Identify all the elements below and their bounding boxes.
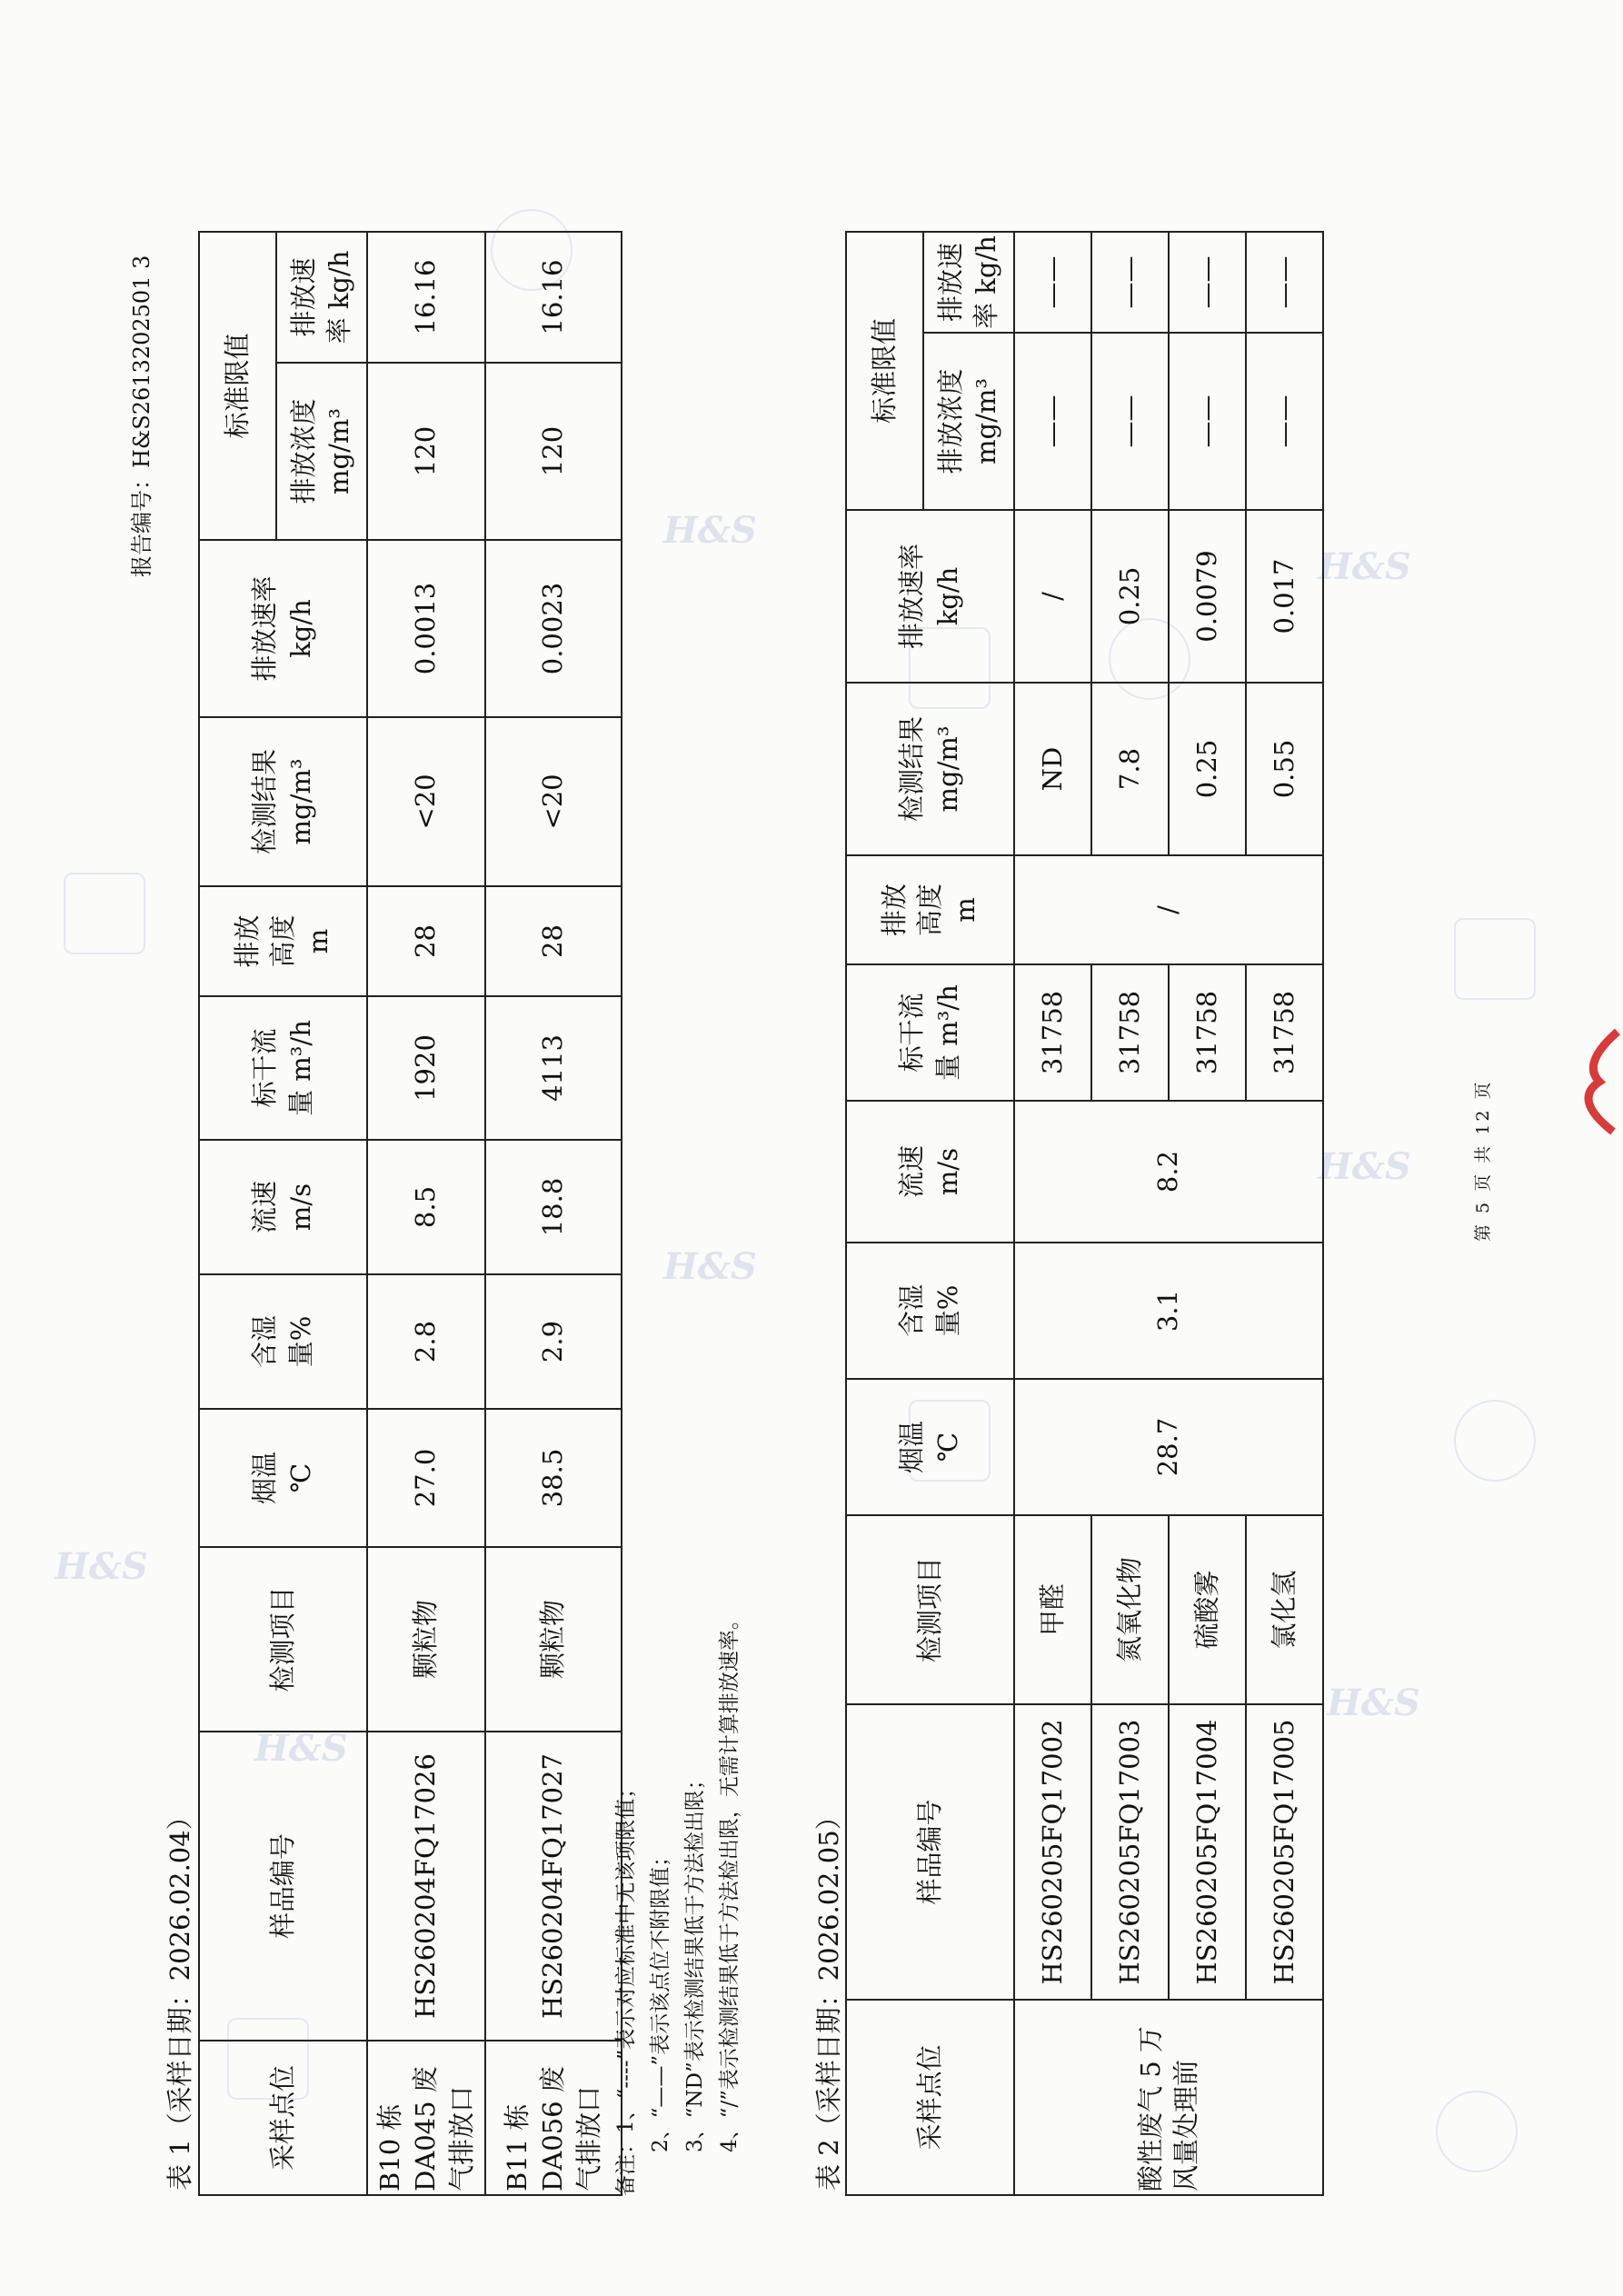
col-header-site: 采样点位 [846,2000,1014,2195]
cell-limit-rate: —— [1169,232,1246,333]
cell-limit-rate: 16.16 [367,232,485,363]
cell-moisture: 2.8 [367,1274,485,1409]
cell-limit-conc: 120 [485,363,622,540]
cell-velocity: 8.2 [1014,1101,1323,1243]
cell-sample-no: HS260205FQ17004 [1169,1704,1246,2000]
cell-height: / [1014,855,1323,964]
cell-sample-no: HS260205FQ17005 [1246,1704,1323,2000]
cell-result: 7.8 [1091,683,1169,855]
cell-limit-conc: —— [1246,333,1323,510]
col-header-item: 检测项目 [199,1547,367,1732]
table-row [1014,232,1091,2195]
cell-limit-rate: 16.16 [485,232,622,363]
cell-rate: 0.017 [1246,510,1323,683]
table1 [198,231,622,2196]
cell-limit-conc: —— [1091,333,1169,510]
col-header-height: 排放 高度 m [846,855,1014,964]
cell-limit-rate: —— [1014,232,1091,333]
cell-temp: 27.0 [367,1409,485,1547]
cell-flow: 31758 [1169,964,1246,1101]
col-header-moisture: 含湿 量% [846,1243,1014,1379]
col-header-moisture: 含湿 量% [199,1274,367,1409]
cell-rate: 0.0013 [367,540,485,717]
cell-rate: 0.0079 [1169,510,1246,683]
cell-flow: 1920 [367,996,485,1140]
cell-item: 氮氧化物 [1091,1515,1169,1704]
table-row [367,232,485,2195]
col-header-limit: 标准限值 [199,232,276,540]
cell-flow: 31758 [1014,964,1091,1101]
cell-result: <20 [367,717,485,886]
cell-flow: 31758 [1091,964,1169,1101]
cell-height: 28 [367,886,485,996]
page-footer: 第 5 页 共 12 页 [1473,1079,1493,1242]
col-header-sample-no: 样品编号 [846,1704,1014,2000]
cell-flow: 4113 [485,996,622,1140]
cell-limit-rate: —— [1091,232,1169,333]
watermark-logo: H&S [1327,1682,1420,1724]
cell-result: ND [1014,683,1091,855]
cell-site: 酸性废气 5 万风量处理前 [1014,2000,1323,2195]
cell-temp: 38.5 [485,1409,622,1547]
col-header-rate: 排放速率 kg/h [199,540,367,717]
col-header-result: 检测结果 mg/m³ [199,717,367,886]
cell-limit-conc: 120 [367,363,485,540]
watermark-logo: H&S [1318,1145,1411,1188]
note-line: 4、“/”表示检测结果低于方法检出限，无需计算排放速率。 [718,1609,742,2152]
cell-item: 硫酸雾 [1169,1515,1246,1704]
cell-flow: 31758 [1246,964,1323,1101]
cell-site: B11 栋 DA056 废气排放口 [485,2041,622,2195]
cell-sample-no: HS260204FQ17026 [367,1732,485,2041]
watermark-logo: H&S [254,1727,348,1770]
cell-result: 0.55 [1246,683,1323,855]
cell-limit-conc: —— [1169,333,1246,510]
table2-caption: 表 2（采样日期：2026.02.05） [813,1803,844,2191]
cell-limit-rate: —— [1246,232,1323,333]
col-header-site: 采样点位 [199,2041,367,2195]
cell-sample-no: HS260204FQ17027 [485,1732,622,2041]
note-line: 2、“——”表示该点位不附限值； [649,1845,672,2152]
col-header-height: 排放 高度 m [199,886,367,996]
note-line: 3、“ND”表示检测结果低于方法检出限； [683,1769,707,2152]
watermark-logo: H&S [663,1245,757,1288]
cell-limit-conc: —— [1014,333,1091,510]
cell-sample-no: HS260205FQ17003 [1091,1704,1169,2000]
cell-item: 颗粒物 [485,1547,622,1732]
col-header-limit-conc: 排放浓度 mg/m³ [923,333,1014,510]
col-header-flow: 标干流 量 m³/h [846,964,1014,1101]
cell-moisture: 2.9 [485,1274,622,1409]
col-header-temp: 烟温 ℃ [846,1379,1014,1515]
col-header-velocity: 流速 m/s [846,1101,1014,1243]
cell-sample-no: HS260205FQ17002 [1014,1704,1091,2000]
col-header-limit-conc: 排放浓度 mg/m³ [276,363,367,540]
cell-result: <20 [485,717,622,886]
report-number: 报告编号：H&S2613202501 3 [129,255,154,577]
cell-moisture: 3.1 [1014,1243,1323,1379]
cell-velocity: 18.8 [485,1140,622,1274]
col-header-limit-rate: 排放速 率 kg/h [923,232,1014,333]
note-line: 备注：1、“----”表示对应标准中无该项限值； [614,1777,638,2196]
table-row [485,232,622,2195]
table1-caption: 表 1（采样日期：2026.02.04） [164,1803,195,2191]
watermark-logo: H&S [55,1545,148,1588]
cell-temp: 28.7 [1014,1379,1323,1515]
cell-height: 28 [485,886,622,996]
cell-rate: 0.0023 [485,540,622,717]
col-header-limit-rate: 排放速 率 kg/h [276,232,367,363]
cell-rate: / [1014,510,1091,683]
watermark-logo: H&S [1318,545,1411,588]
cell-rate: 0.25 [1091,510,1169,683]
cell-item: 甲醛 [1014,1515,1091,1704]
col-header-flow: 标干流 量 m³/h [199,996,367,1140]
col-header-sample-no: 样品编号 [199,1732,367,2041]
cell-item: 氯化氢 [1246,1515,1323,1704]
col-header-item: 检测项目 [846,1515,1014,1704]
col-header-temp: 烟温 ℃ [199,1409,367,1547]
col-header-rate: 排放速率 kg/h [846,510,1014,683]
table2 [845,231,1324,2196]
cell-velocity: 8.5 [367,1140,485,1274]
watermark-logo: H&S [663,509,757,552]
col-header-result: 检测结果 mg/m³ [846,683,1014,855]
cell-site: B10 栋 DA045 废气排放口 [367,2041,485,2195]
cell-result: 0.25 [1169,683,1246,855]
cell-item: 颗粒物 [367,1547,485,1732]
col-header-limit: 标准限值 [846,232,923,510]
notes [609,1609,747,2196]
col-header-velocity: 流速 m/s [199,1140,367,1274]
